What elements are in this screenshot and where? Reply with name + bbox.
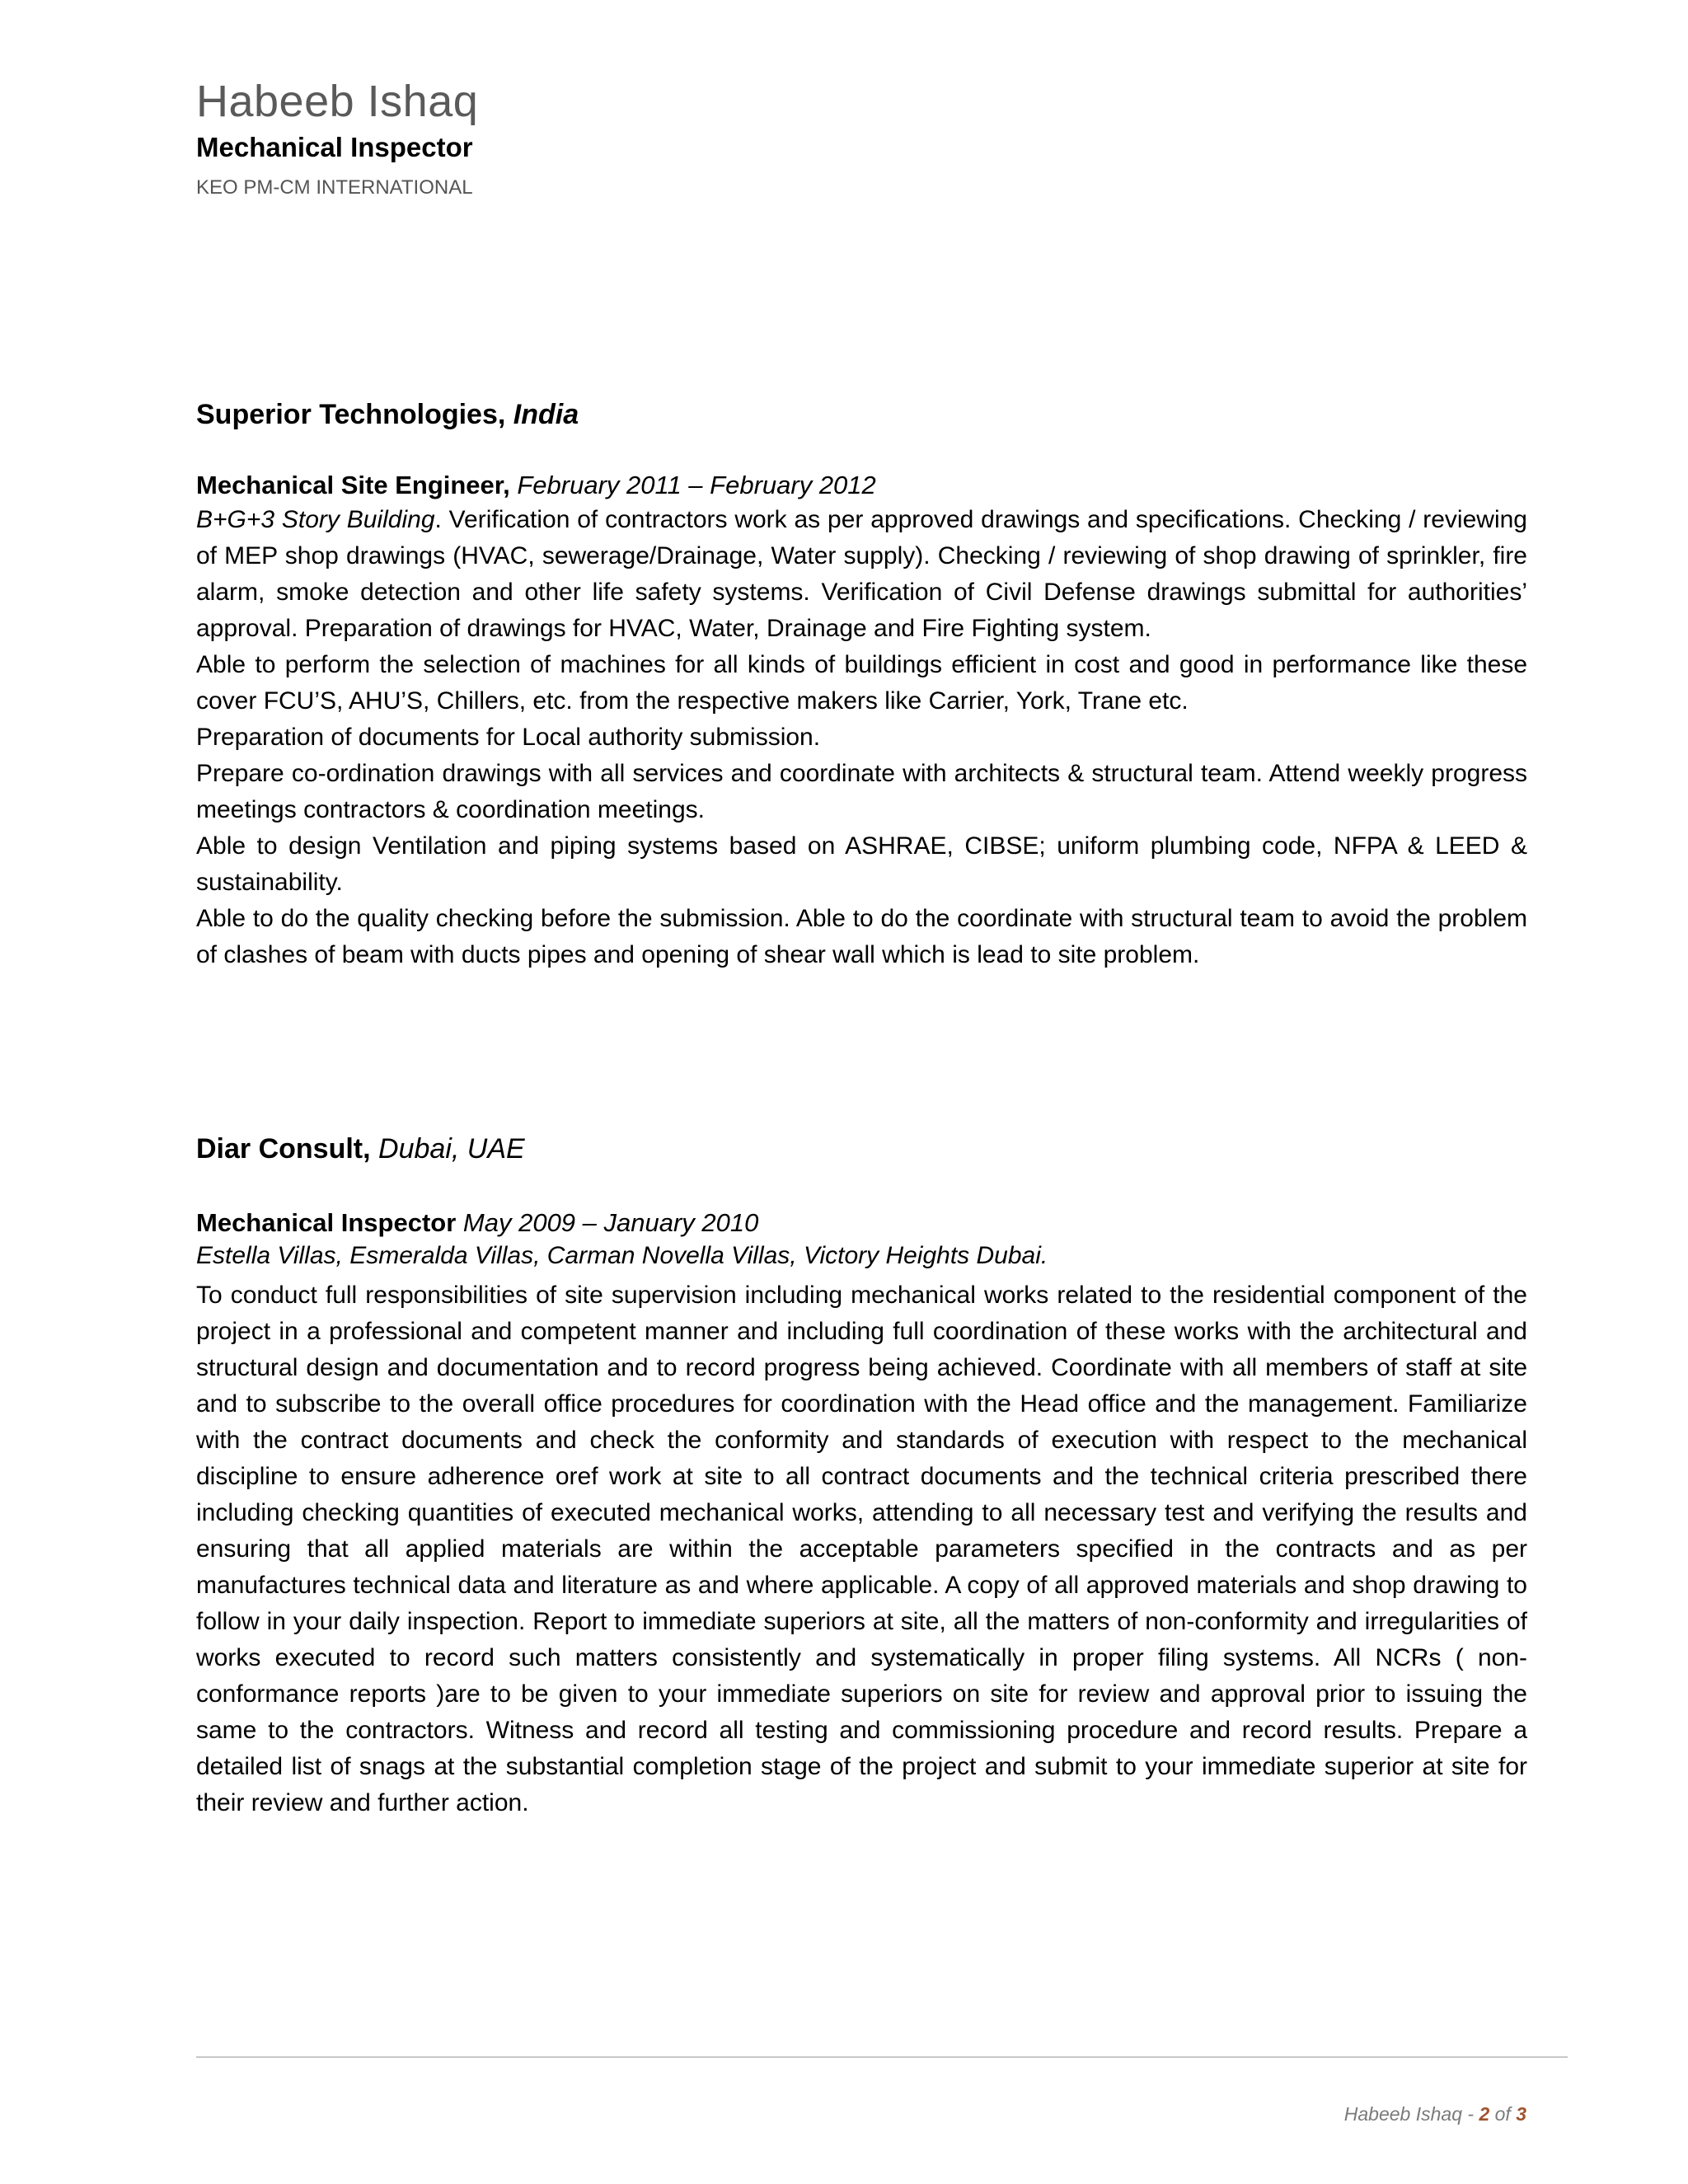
candidate-name: Habeeb Ishaq	[196, 77, 479, 126]
description-paragraph: Able to design Ventilation and piping systems based on ASHRAE, CIBSE; uniform plumbing code, NFPA & LEED & sustainability.	[196, 832, 1527, 896]
description-paragraph: Preparation of documents for Local authority submission.	[196, 724, 821, 751]
page-total: 3	[1516, 2103, 1526, 2125]
description-paragraph	[196, 502, 1527, 647]
description-text: . Verification of contractors work as per approved drawings and specifications. Checking / reviewing of MEP shop drawings (HVAC, sewerage/Drainage, Water supply). Checking / reviewing of shop drawing of sprinkler, fire alarm, smoke detection and other life safety systems. Verification of Civil Defense drawings submittal for authorities’ approval. Preparation of drawings for HVAC, Water, Drainage and Fire Fighting system.	[196, 506, 1527, 642]
footer-divider	[196, 2056, 1568, 2058]
project-name: B+G+3 Story Building	[196, 506, 435, 533]
description-paragraph: Prepare co-ordination drawings with all services and coordinate with architects & structural team. Attend weekly progress meetings contractors & coordination meetings.	[196, 760, 1527, 823]
candidate-role: Mechanical Inspector	[196, 132, 473, 162]
job-dates: February 2011 – February 2012	[517, 471, 876, 499]
employer-heading	[196, 399, 1527, 431]
description-paragraph: To conduct full responsibilities of site supervision including mechanical works related to the residential component of the project in a professional and competent manner and including full coordination of these works with the architectural and structural design and documentation and to record progress being achieved. Coordinate with all members of staff at site and to subscribe to the overall office procedures for coordination with the Head office and the management. Familiarize with the contract documents and check the conformity and standards of execution with respect to the mechanical discipline to ensure adherence oref work at site to all contract documents and the technical criteria prescribed there including checking quantities of executed mechanical works, attending to all necessary test and verifying the results and ensuring that all applied materials are within the acceptable parameters specified in the contracts and as per manufactures technical data and literature as and where applicable. A copy of all approved materials and shop drawing to follow in your daily inspection. Report to immediate superiors at site, all the matters of non-conformity and irregularities of works executed to record such matters consistently and systematically in proper filing systems. All NCRs ( non-conformance reports )are to be given to your immediate superiors on site for review and approval prior to issuing the same to the contractors. Witness and record all testing and commissioning procedure and record results. Prepare a detailed list of snags at the substantial completion stage of the project and submit to your immediate superior at site for their review and further action.	[196, 1282, 1527, 1816]
candidate-company: KEO PM-CM INTERNATIONAL	[196, 176, 473, 199]
employer-heading	[196, 1133, 1527, 1165]
experience-diar-consult	[196, 1133, 1527, 1821]
experience-superior-technologies	[196, 399, 1527, 973]
page-number: 2	[1479, 2103, 1490, 2125]
employer-location: Dubai, UAE	[378, 1133, 525, 1165]
employer-name: Diar Consult,	[196, 1133, 371, 1165]
job-title: Mechanical Site Engineer,	[196, 471, 510, 499]
role-line	[196, 471, 1527, 500]
job-title: Mechanical Inspector	[196, 1208, 457, 1237]
role-line	[196, 1208, 1527, 1238]
job-dates: May 2009 – January 2010	[462, 1208, 759, 1237]
description-paragraph: Able to perform the selection of machines for all kinds of buildings efficient in cost and good in performance like these cover FCU’S, AHU’S, Chillers, etc. from the respective makers like Carrier, York, Trane etc.	[196, 651, 1527, 715]
employer-location: India	[513, 399, 579, 430]
footer-name: Habeeb Ishaq -	[1343, 2103, 1479, 2125]
footer-of: of	[1489, 2103, 1517, 2125]
description-paragraph: Able to do the quality checking before the submission. Able to do the coordinate with structural team to avoid the problem of clashes of beam with ducts pipes and opening of shear wall which is lead to site problem.	[196, 905, 1527, 968]
project-list: Estella Villas, Esmeralda Villas, Carman Novella Villas, Victory Heights Dubai.	[196, 1242, 1048, 1269]
page-footer	[1344, 2103, 1526, 2125]
employer-name: Superior Technologies,	[196, 399, 506, 430]
